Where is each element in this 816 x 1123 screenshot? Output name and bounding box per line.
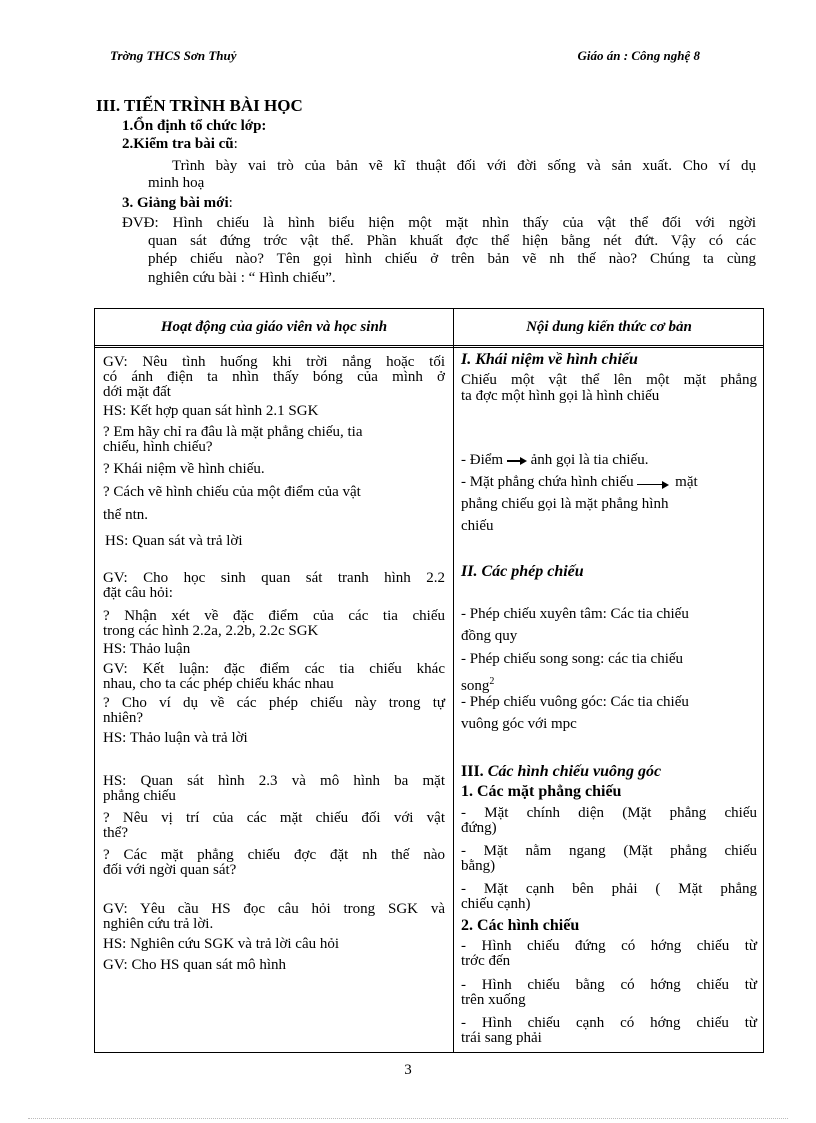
activity-line: ? Nêu vị trí của các mặt chiếu đối với vật [103,810,445,826]
activity-line: đặt câu hỏi: [103,585,173,601]
activity-line: ? Cho ví dụ về các phép chiếu này trong tự [103,695,445,711]
activity-line: ? Em hãy chỉ ra đâu là mặt phẳng chiếu, tia [103,424,363,440]
content-line: - Hình chiếu bằng có hớng chiếu từ [461,977,757,993]
arrow-right-icon [507,456,527,466]
page-header [110,48,700,68]
teacher-student-activities [103,309,445,1049]
content-line: - Mặt nằm ngang (Mặt phẳng chiếu [461,843,757,859]
content-line [461,674,494,694]
activity-line: có ánh điện ta nhìn thấy bóng của mình ở [103,369,445,385]
basic-knowledge-content [461,309,757,1049]
activity-line: GV: Yêu cầu HS đọc câu hỏi trong SGK và [103,901,445,917]
old-lesson-question: Trình bày vai trò của bản vẽ kĩ thuật đối với đời sống và sản xuất. Cho ví dụ [172,158,756,174]
content-line: phẳng chiếu gọi là mặt phẳng hình [461,496,669,512]
col2-header: Nội dung kiến thức cơ bản [526,319,692,335]
content-line: - Phép chiếu song song: các tia chiếu [461,651,684,667]
activity-line: GV: Kết luận: đặc điểm các tia chiếu khác [103,661,445,677]
content-line: đồng quy [461,628,518,644]
content-line: - Hình chiếu đứng có hớng chiếu từ [461,938,757,954]
school-name: Trờng THCS Sơn Thuỷ [110,48,237,63]
column-divider [453,309,454,1052]
superscript: 2 [489,676,495,687]
content-line: trớc đến [461,953,511,969]
activity-line: nghiên cứu trả lời. [103,916,214,932]
activity-line: HS: Quan sát và trả lời [105,533,243,549]
content-line: đứng) [461,820,497,836]
page-number: 3 [404,1062,412,1078]
heading-roman: III. [461,763,484,780]
intro-line-1: ĐVĐ: Hình chiếu là hình biểu hiện một mặt nhìn thấy của vật thể đối với ngời [122,215,756,231]
content-line: - Phép chiếu vuông góc: Các tia chiếu [461,694,689,710]
activity-line: HS: Nghiên cứu SGK và trả lời câu hỏi [103,936,340,952]
step-1: 1.Ổn định tổ chức lớp: [122,118,267,134]
heading-views: 2. Các hình chiếu [461,917,580,934]
content-line: - Hình chiếu cạnh có hớng chiếu từ [461,1015,757,1031]
activity-line: thể ntn. [103,507,148,523]
col1-header: Hoạt động của giáo viên và học sinh [160,319,388,335]
activity-line: ? Nhận xét về đặc điểm của các tia chiếu [103,608,445,624]
activity-line: HS: Kết hợp quan sát hình 2.1 SGK [103,403,319,419]
activity-line: HS: Thảo luận [103,641,191,657]
plane-label: - Mặt phẳng chứa hình chiếu [461,474,634,490]
old-lesson-question-cont: minh hoạ [148,175,205,191]
activity-line: dới mặt đất [103,384,171,400]
activity-line: đối với ngời quan sát? [103,862,237,878]
activity-line: GV: Nêu tình huống khi trời nắng hoặc tối [103,354,445,370]
point-label: - Điểm [461,452,504,468]
section-title: III. TIẾN TRÌNH BÀI HỌC [96,96,303,115]
content-line: bằng) [461,858,496,874]
content-line: chiếu cạnh) [461,896,531,912]
intro-line-4: nghiên cứu bài : “ Hình chiếu”. [148,270,336,286]
step-2 [122,136,238,152]
activity-line: HS: Quan sát hình 2.3 và mô hình ba mặt [103,773,445,789]
content-line: ta đợc một hình gọi là hình chiếu [461,388,660,404]
step-3-label: 3. Giảng bài mới [122,195,229,211]
subject-name: Giáo án : Công nghệ 8 [577,48,700,63]
step-2-colon: : [233,136,238,152]
activity-line: nhau, cho ta các phép chiếu khác nhau [103,676,334,692]
activity-line: ? Các mặt phẳng chiếu đợc đặt nh thế nào [103,847,445,863]
heading-text: Các hình chiếu vuông góc [487,763,662,780]
activity-line: GV: Cho học sinh quan sát tranh hình 2.2 [103,570,445,586]
step-2-label: 2.Kiểm tra bài cũ [122,136,234,152]
step-3 [122,195,233,211]
content-line: - Mặt cạnh bên phải ( Mặt phẳng [461,881,757,897]
content-line: vuông góc với mpc [461,716,577,732]
activity-line: HS: Thảo luận và trả lời [103,730,248,746]
content-line: trên xuống [461,992,526,1008]
content-line: - Phép chiếu xuyên tâm: Các tia chiếu [461,606,689,622]
activity-line: trong các hình 2.2a, 2.2b, 2.2c SGK [103,623,319,639]
activity-line: GV: Cho HS quan sát mô hình [103,957,287,973]
content-line: trái sang phải [461,1030,542,1046]
content-line: chiếu [461,518,494,534]
intro-line-3: phép chiếu nào? Tên gọi hình chiếu ở trên bản vẽ nh thế nào? Chúng ta cùng [148,251,756,267]
activity-line: ? Cách vẽ hình chiếu của một điểm của vật [103,484,361,500]
lesson-table [94,308,764,1053]
content-line-plane [461,475,757,490]
activity-line: nhiên? [103,710,143,726]
heading-orthographic [461,764,661,779]
activity-line: chiếu, hình chiếu? [103,439,213,455]
activity-line: ? Khái niệm về hình chiếu. [103,461,265,477]
step-3-colon: : [228,195,233,211]
point-rest: ảnh gọi là tia chiếu. [530,452,649,468]
parallel-label: song [461,678,490,694]
activity-line: phẳng chiếu [103,788,176,804]
footer-rule [28,1118,788,1119]
content-line: - Mặt chính diện (Mặt phẳng chiếu [461,805,757,821]
content-line-point [461,453,648,468]
activity-line: thể? [103,825,128,841]
arrow-right-icon [637,476,671,490]
content-line: Chiếu một vật thể lên một mặt phẳng [461,372,757,388]
plane-rest: mặt [675,474,698,490]
heading-projections: II. Các phép chiếu [461,563,584,580]
intro-line-2: quan sát đứng trớc vật thể. Phần khuất đợc thể hiện bằng nét đứt. Vậy có các [148,233,756,249]
heading-concept: I. Khái niệm về hình chiếu [461,351,638,368]
heading-planes: 1. Các mặt phẳng chiếu [461,783,622,800]
